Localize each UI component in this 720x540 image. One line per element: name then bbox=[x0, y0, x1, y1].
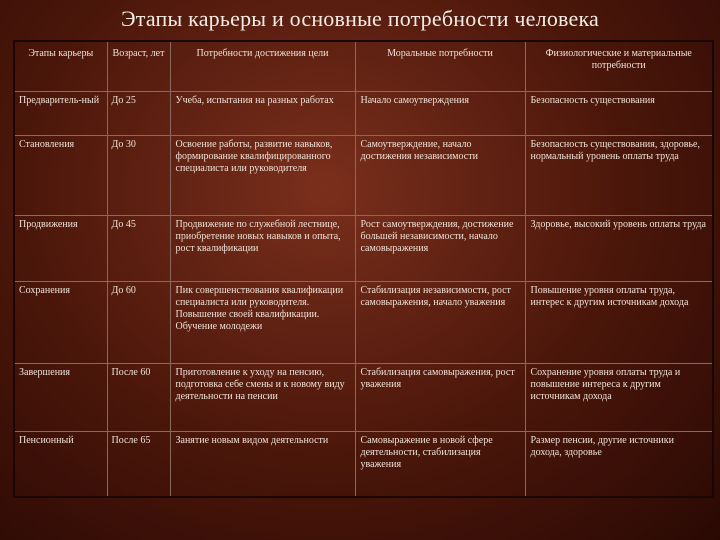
stage-cell: Пенсионный bbox=[14, 431, 107, 497]
age-cell: После 65 bbox=[107, 431, 170, 497]
career-needs-table bbox=[13, 40, 714, 498]
achievement-cell: Пик совершенствования квалификации специалиста или руководителя. Повышение своей квалификации. Обучение молодежи bbox=[170, 281, 355, 363]
header-moral-needs: Моральные потребности bbox=[355, 41, 525, 91]
material-cell: Безопасность существования bbox=[525, 91, 713, 135]
moral-cell: Стабилизация самовыражения, рост уважения bbox=[355, 363, 525, 431]
table-row bbox=[14, 281, 713, 363]
material-cell: Безопасность существования, здоровье, нормальный уровень оплаты труда bbox=[525, 135, 713, 215]
header-age: Возраст, лет bbox=[107, 41, 170, 91]
moral-cell: Рост самоутверждения, достижение большей независимости, начало самовыражения bbox=[355, 215, 525, 281]
age-cell: До 30 bbox=[107, 135, 170, 215]
material-cell: Размер пенсии, другие источники дохода, здоровье bbox=[525, 431, 713, 497]
header-career-stages: Этапы карьеры bbox=[14, 41, 107, 91]
moral-cell: Самовыражение в новой сфере деятельности, стабилизация уважения bbox=[355, 431, 525, 497]
age-cell: После 60 bbox=[107, 363, 170, 431]
header-material-needs: Физиологические и материальные потребности bbox=[525, 41, 713, 91]
age-cell: До 45 bbox=[107, 215, 170, 281]
table-row bbox=[14, 91, 713, 135]
header-achievement-needs: Потребности достижения цели bbox=[170, 41, 355, 91]
material-cell: Сохранение уровня оплаты труда и повышение интереса к другим источникам дохода bbox=[525, 363, 713, 431]
table-header-row bbox=[14, 41, 713, 91]
achievement-cell: Продвижение по служебной лестнице, приобретение новых навыков и опыта, рост квалификации bbox=[170, 215, 355, 281]
material-cell: Повышение уровня оплаты труда, интерес к другим источникам дохода bbox=[525, 281, 713, 363]
stage-cell: Продвижения bbox=[14, 215, 107, 281]
stage-cell: Становления bbox=[14, 135, 107, 215]
stage-cell: Сохранения bbox=[14, 281, 107, 363]
achievement-cell: Учеба, испытания на разных работах bbox=[170, 91, 355, 135]
material-cell: Здоровье, высокий уровень оплаты труда bbox=[525, 215, 713, 281]
table-row bbox=[14, 431, 713, 497]
achievement-cell: Занятие новым видом деятельности bbox=[170, 431, 355, 497]
stage-cell: Завершения bbox=[14, 363, 107, 431]
age-cell: До 25 bbox=[107, 91, 170, 135]
table-row bbox=[14, 363, 713, 431]
moral-cell: Стабилизация независимости, рост самовыражения, начало уважения bbox=[355, 281, 525, 363]
achievement-cell: Освоение работы, развитие навыков, формирование квалифицированного специалиста или руководителя bbox=[170, 135, 355, 215]
age-cell: До 60 bbox=[107, 281, 170, 363]
table-row bbox=[14, 135, 713, 215]
moral-cell: Начало самоутверждения bbox=[355, 91, 525, 135]
table-row bbox=[14, 215, 713, 281]
stage-cell: Предваритель-ный bbox=[14, 91, 107, 135]
slide-title: Этапы карьеры и основные потребности человека bbox=[121, 6, 599, 31]
achievement-cell: Приготовление к уходу на пенсию, подготовка себе смены и к новому виду деятельности на пенсии bbox=[170, 363, 355, 431]
moral-cell: Самоутверждение, начало достижения независимости bbox=[355, 135, 525, 215]
